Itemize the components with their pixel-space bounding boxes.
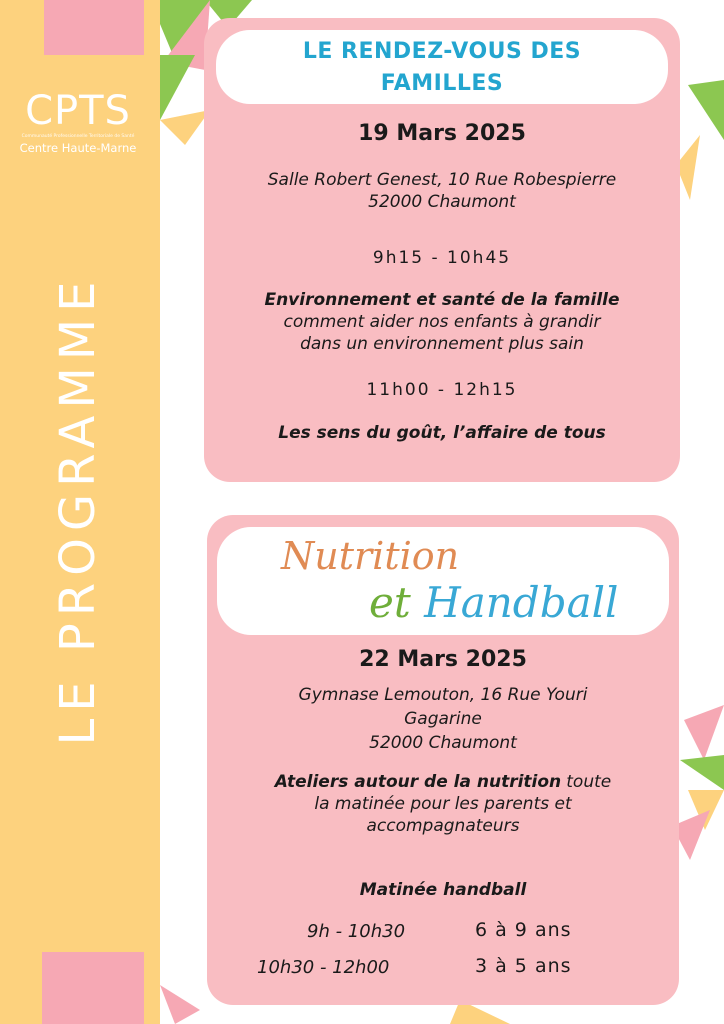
slot1-desc-line1: comment aider nos enfants à grandir [283, 312, 601, 332]
logo-name: CPTS [25, 88, 131, 134]
slot2-title: Les sens du goût, l’affaire de tous [278, 423, 606, 443]
logo [8, 88, 148, 156]
session-time: 10h30 - 12h00 [257, 957, 390, 978]
workshop-desc-line3: accompagnateurs [366, 816, 520, 836]
event-title-banner [217, 527, 669, 635]
page-title: LE PROGRAMME [50, 274, 106, 746]
sidebar-pink-square-top [44, 0, 144, 55]
venue-line3: 52000 Chaumont [369, 733, 517, 753]
title-et: et [369, 578, 411, 627]
venue-line1: Salle Robert Genest, 10 Rue Robespierre [267, 170, 617, 190]
workshop-title: Ateliers autour de la nutrition [274, 772, 562, 792]
slot1-desc-line2: dans un environnement plus sain [300, 334, 584, 354]
event-card-families [204, 18, 680, 482]
workshop-desc-line2: la matinée pour les parents et [314, 794, 572, 814]
event-date: 22 Mars 2025 [359, 647, 527, 672]
event-card-nutrition [207, 515, 679, 1005]
event-title-banner [216, 30, 668, 104]
logo-region: Centre Haute-Marne [19, 141, 137, 155]
workshop-line1 [207, 772, 679, 793]
event-title-line1: LE RENDEZ-VOUS DES [302, 39, 582, 64]
slot2-time: 11h00 - 12h15 [366, 380, 518, 400]
session-ages: 3 à 5 ans [475, 955, 572, 977]
venue-line2: 52000 Chaumont [368, 192, 516, 212]
venue-line1: Gymnase Lemouton, 16 Rue Youri [298, 685, 588, 705]
title-nutrition: Nutrition [281, 534, 460, 578]
event-title-line2: FAMILLES [380, 71, 504, 96]
sidebar-pink-square-bottom [42, 952, 144, 1024]
session-ages: 6 à 9 ans [475, 919, 572, 941]
slot1-title: Environnement et santé de la famille [264, 290, 620, 310]
workshop-desc-line1: toute [566, 772, 612, 792]
title-handball: Handball [424, 578, 619, 627]
title-et-handball [369, 575, 619, 631]
session-row [307, 920, 405, 942]
venue-line2: Gagarine [404, 709, 482, 729]
session-time: 9h - 10h30 [307, 921, 406, 942]
session-row [257, 956, 389, 978]
event-title [216, 36, 668, 100]
slot1-time: 9h15 - 10h45 [372, 248, 512, 268]
event-date: 19 Mars 2025 [358, 121, 526, 146]
handball-title: Matinée handball [359, 880, 527, 900]
logo-subtitle: Communauté Professionnelle Territoriale de Santé [21, 134, 135, 139]
